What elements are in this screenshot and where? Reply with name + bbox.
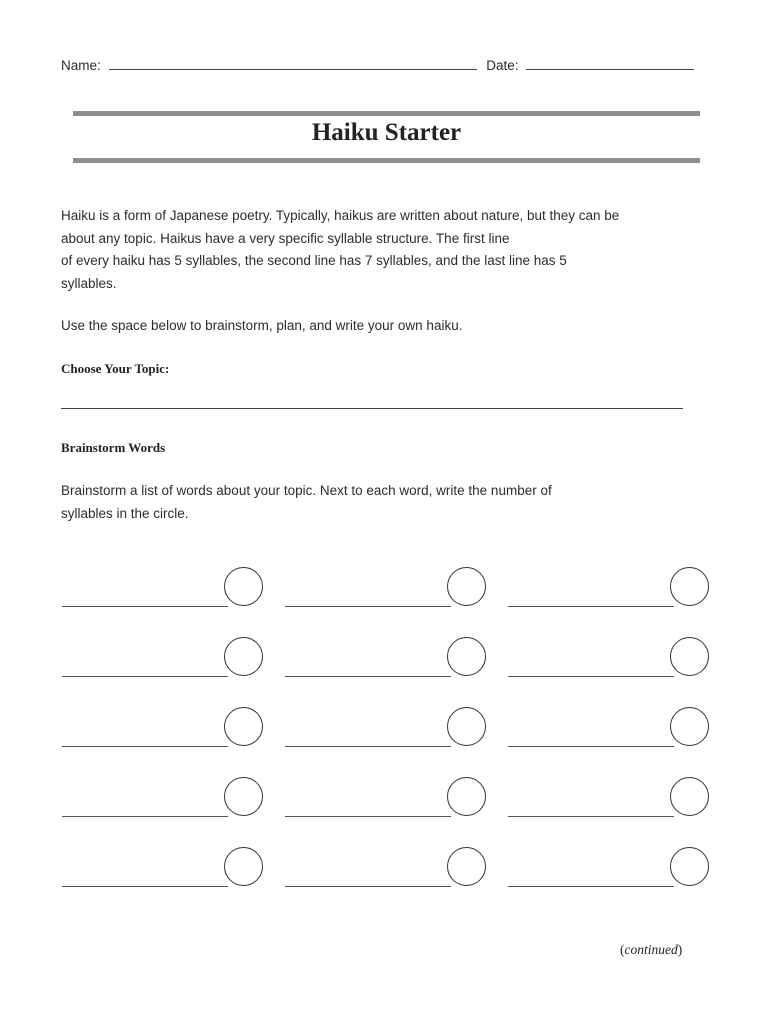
word-blank[interactable]	[285, 676, 451, 677]
syllable-count-circle[interactable]	[447, 707, 486, 746]
title-bottom-rule	[73, 158, 700, 163]
word-entry	[62, 707, 267, 749]
word-entry	[285, 707, 490, 749]
instruction-text	[61, 315, 462, 338]
syllable-count-circle[interactable]	[670, 707, 709, 746]
intro-line: syllables.	[61, 275, 117, 291]
continued-text: continued	[624, 942, 678, 957]
name-label: Name:	[61, 58, 101, 73]
word-entry	[285, 777, 490, 819]
syllable-count-circle[interactable]	[670, 567, 709, 606]
word-entry	[508, 567, 713, 609]
brainstorm-line: Brainstorm a list of words about your topic. Next to each word, write the number of	[61, 483, 552, 498]
date-field[interactable]	[526, 56, 694, 70]
brainstorm-instructions	[61, 480, 552, 525]
syllable-count-circle[interactable]	[447, 637, 486, 676]
continued-open-paren: (	[620, 942, 625, 957]
brainstorm-heading: Brainstorm Words	[61, 440, 166, 455]
name-field[interactable]	[109, 56, 477, 70]
word-entry	[508, 637, 713, 679]
word-blank[interactable]	[285, 606, 451, 607]
page-title: Haiku Starter	[311, 119, 462, 146]
word-entry	[508, 707, 713, 749]
syllable-count-circle[interactable]	[224, 707, 263, 746]
syllable-count-circle[interactable]	[670, 637, 709, 676]
word-entry	[508, 777, 713, 819]
syllable-count-circle[interactable]	[224, 847, 263, 886]
word-blank[interactable]	[285, 886, 451, 887]
instruction-line: Use the space below to brainstorm, plan, and write your own haiku.	[61, 318, 463, 333]
word-blank[interactable]	[508, 886, 674, 887]
intro-line: of every haiku has 5 syllables, the second line has 7 syllables, and the last line has 5	[61, 253, 567, 268]
syllable-count-circle[interactable]	[447, 567, 486, 606]
syllable-count-circle[interactable]	[670, 777, 709, 816]
syllable-count-circle[interactable]	[670, 847, 709, 886]
topic-heading: Choose Your Topic:	[61, 361, 170, 376]
word-entry	[508, 847, 713, 889]
word-blank[interactable]	[62, 816, 228, 817]
intro-line: about any topic. Haikus have a very specific syllable structure. The first line	[61, 230, 510, 246]
word-blank[interactable]	[285, 746, 451, 747]
word-blank[interactable]	[62, 676, 228, 677]
syllable-count-circle[interactable]	[224, 777, 263, 816]
word-blank[interactable]	[62, 886, 228, 887]
word-entry	[62, 637, 267, 679]
syllable-count-circle[interactable]	[224, 567, 263, 606]
title-top-rule	[73, 111, 700, 116]
word-entry	[62, 777, 267, 819]
syllable-count-circle[interactable]	[447, 777, 486, 816]
word-entry	[285, 847, 490, 889]
syllable-count-circle[interactable]	[224, 637, 263, 676]
word-blank[interactable]	[508, 676, 674, 677]
continued-close-paren: )	[677, 942, 683, 957]
word-blank[interactable]	[508, 606, 674, 607]
word-entry	[62, 847, 267, 889]
brainstorm-line: syllables in the circle.	[61, 505, 189, 521]
word-entry	[285, 567, 490, 609]
word-blank[interactable]	[508, 746, 674, 747]
word-blank[interactable]	[285, 816, 451, 817]
word-entry	[62, 567, 267, 609]
word-blank[interactable]	[62, 606, 228, 607]
continued-note	[620, 942, 682, 958]
name-date-header	[61, 56, 694, 73]
word-blank[interactable]	[508, 816, 674, 817]
intro-line: Haiku is a form of Japanese poetry. Typically, haikus are written about nature, but they can be	[61, 208, 620, 223]
intro-paragraph	[61, 205, 619, 295]
syllable-count-circle[interactable]	[447, 847, 486, 886]
word-entry	[285, 637, 490, 679]
topic-answer-line[interactable]	[61, 408, 683, 409]
word-blank[interactable]	[62, 746, 228, 747]
date-label: Date:	[486, 58, 519, 73]
